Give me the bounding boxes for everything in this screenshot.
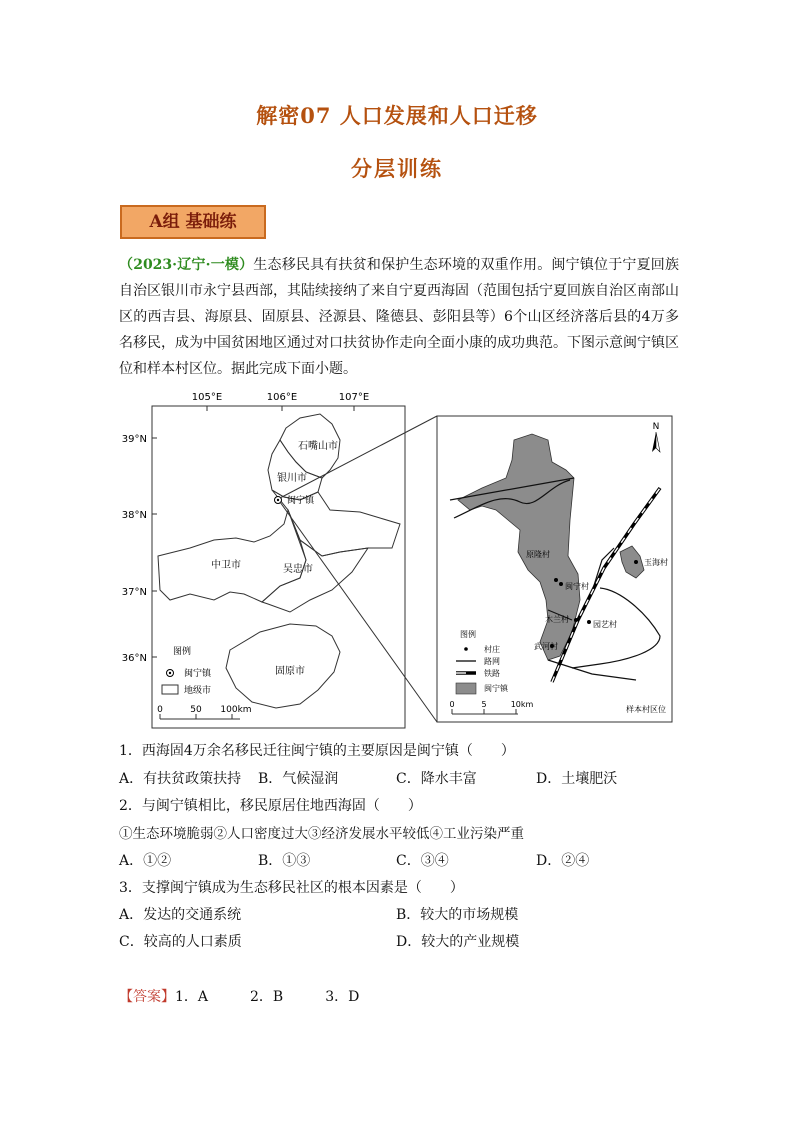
lon-label: 105°E [191,392,223,403]
question-3-option-a[interactable]: A．发达的交通系统 [119,907,242,923]
place-label: 固原市 [275,666,305,677]
region-boundaries [158,414,400,708]
question-2-option-b[interactable]: B．①③ [258,853,311,869]
question-3-option-d[interactable]: D．较大的产业规模 [396,934,520,950]
legend-item: 闽宁镇 [184,669,212,679]
village-label: 木兰村 [545,615,569,624]
lat-label: 38°N [121,510,147,521]
map-caption: 样本村区位 [626,705,666,714]
legend-title: 图例 [173,647,192,657]
village-label: 武河村 [534,642,558,651]
legend-item: 路网 [484,657,500,666]
village-label: 园艺村 [593,620,617,629]
question-3-stem: 3．支撑闽宁镇成为生态移民社区的根本因素是（ ） [119,880,464,896]
lat-label: 39°N [121,434,147,445]
scale-label: 5 [481,700,487,709]
scale-label: 100km [220,705,252,715]
legend-item: 地级市 [184,686,212,696]
question-1-option-d[interactable]: D．土壤肥沃 [536,771,618,787]
question-1-option-a[interactable]: A．有扶贫政策扶持 [119,771,242,787]
legend-item: 村庄 [484,645,500,654]
village-dot [554,578,558,582]
place-label: 吴忠市 [283,564,313,575]
question-2-option-a[interactable]: A．①② [119,853,172,869]
village-label: 闽宁村 [565,582,589,591]
answer-text: 1．A 2．B 3．D [175,989,360,1005]
lon-label: 107°E [338,392,370,403]
legend-village-icon [464,647,468,651]
question-1-option-c[interactable]: C．降水丰富 [396,771,477,787]
answer-line [119,986,359,1006]
lon-label: 106°E [266,392,298,403]
answer-label: 【答案】 [119,989,175,1005]
question-2-statements: ①生态环境脆弱②人口密度过大③经济发展水平较低④工业污染严重 [119,826,524,842]
legend-item: 闽宁镇 [484,684,508,693]
left-map-frame [152,406,405,728]
lat-label: 36°N [121,653,147,664]
question-2-option-d[interactable]: D．②④ [536,853,590,869]
question-source: （2023·辽宁·一模） [119,257,254,273]
intro-text: 生态移民具有扶贫和保护生态环境的双重作用。闽宁镇位于宁夏回族自治区银川市永宁县西部，其陆续接纳了来自宁夏西海固（范围包括宁夏回族自治区南部山区的西吉县、海原县、固原县、泾源县、隆德县、彭阳县等）6个山区经济落后县的4万多名移民，成为中国贫困地区通过对口扶贫协作走向全面小康的成功典范。下图示意闽宁镇区位和样本村区位。据此完成下面小题。 [119,257,680,377]
scale-label: 0 [157,705,163,715]
legend-area-icon [456,683,476,694]
place-label: 石嘴山市 [298,441,338,452]
page-subtitle: 分层训练 [351,156,443,181]
question-3-option-c[interactable]: C．较高的人口素质 [119,934,242,950]
page-title: 解密07 人口发展和人口迁移 [256,103,538,128]
place-label: 闽宁镇 [287,496,315,506]
place-label: 银川市 [277,473,307,484]
legend-item: 铁路 [484,669,500,678]
village-label: 原隆村 [526,550,550,559]
legend-city-icon [162,685,178,694]
scale-label: 10km [510,700,534,709]
place-label: 中卫市 [211,560,241,571]
question-2-option-c[interactable]: C．③④ [396,853,449,869]
question-1-option-b[interactable]: B．气候湿润 [258,771,339,787]
group-label: A组 基础练 [120,205,266,239]
question-1-stem: 1．西海固4万余名移民迁往闽宁镇的主要原因是闽宁镇（ ） [119,743,515,759]
scale-label: 0 [449,700,455,709]
lat-label: 37°N [121,587,147,598]
question-2-stem: 2．与闽宁镇相比，移民原居住地西海固（ ） [119,798,422,814]
north-label: N [652,422,660,432]
legend-title: 图例 [460,630,476,639]
scale-label: 50 [190,705,202,715]
question-3-option-b[interactable]: B．较大的市场规模 [396,907,519,923]
village-label: 玉海村 [644,558,668,567]
